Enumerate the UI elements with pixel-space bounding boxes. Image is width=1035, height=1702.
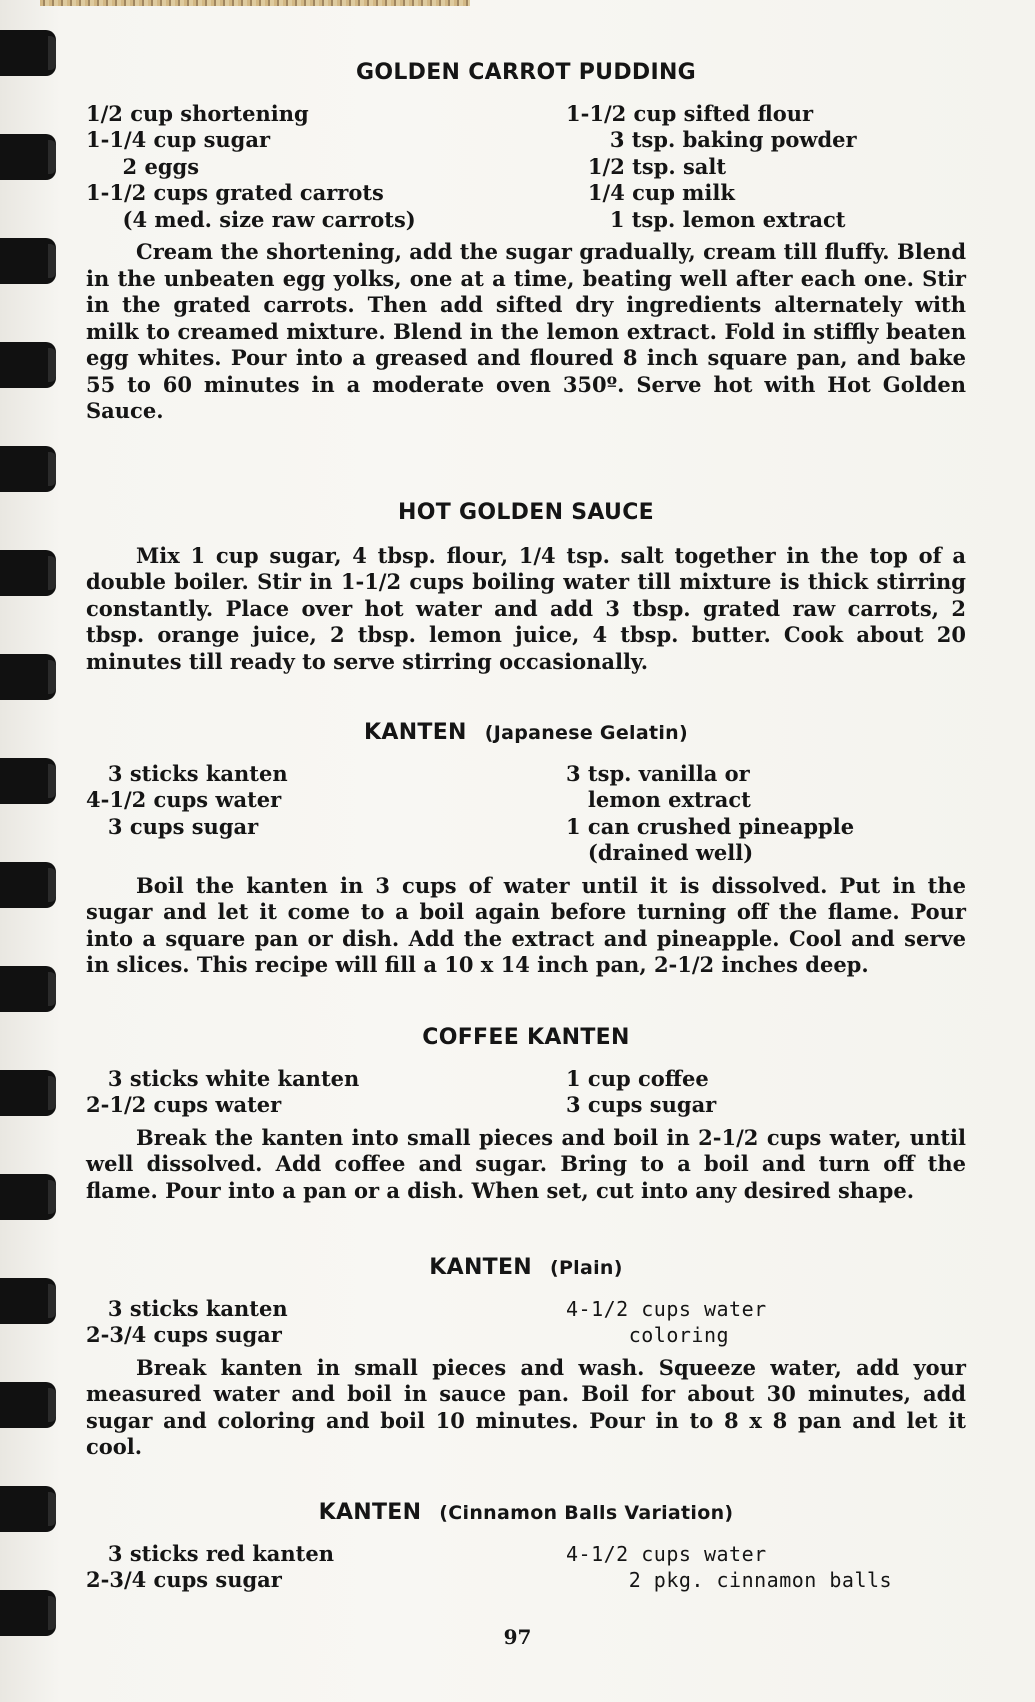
ingredients-left (86, 1541, 526, 1594)
binding-ring (0, 966, 56, 1012)
ingredients-right (566, 1296, 966, 1349)
binding-ring (0, 30, 56, 76)
ingredient: 1-1/2 cups grated carrots (86, 180, 384, 205)
ingredient: 1-1/4 cup sugar (86, 127, 271, 152)
ingredients-right (566, 761, 966, 867)
binding-ring (0, 1174, 56, 1220)
recipe-golden-carrot-pudding (86, 60, 966, 425)
recipe-instructions: Break kanten in small pieces and wash. Squeeze water, add your measured water and boil in sauce pan. Boil for about 30 minutes, add sugar and coloring and boil 10 minutes. Pour in to 8 x 8 pan and let it cool. (86, 1354, 966, 1459)
ingredients-left (86, 101, 526, 234)
ingredients-left (86, 1066, 526, 1119)
recipe-title (86, 1025, 966, 1052)
ingredient: 3 sticks white kanten (86, 1065, 360, 1091)
ingredient: 2 pkg. cinnamon balls (566, 1568, 893, 1592)
recipe-instructions: Cream the shortening, add the sugar gradually, cream till fluffy. Blend in the unbeaten egg yolks, one at a time, beating well after each one. Stir in the grated carrots. Then add sifted dry ingredients alternately with milk to creamed mixture. Blend in the lemon extract. Fold in stiffly beaten egg whites. Pour into a greased and floured 8 inch square pan, and bake 55 to 60 minutes in a moderate oven 350º. Serve hot with Hot Golden Sauce. (86, 239, 966, 423)
binding-ring (0, 1486, 56, 1532)
ingredients (86, 1066, 966, 1119)
ingredient: 2-1/2 cups water (86, 1092, 282, 1117)
binding-ring (0, 1278, 56, 1324)
spiral-binding (0, 0, 62, 1702)
recipe-title (86, 1500, 966, 1527)
recipe-instructions: Mix 1 cup sugar, 4 tbsp. flour, 1/4 tsp. salt together in the top of a double boiler. Stir in 1-1/2 cups boiling water till mixture is thick stirring constantly. Place over hot water and add 3 tbsp. grated raw carrots, 2 tbsp. orange juice, 2 tbsp. lemon juice, 4 tbsp. butter. Cook about 20 minutes till ready to serve stirring occasionally. (86, 542, 966, 674)
ingredient: 1-1/2 cup sifted flour (566, 100, 814, 126)
ingredient: 3 cups sugar (566, 1092, 717, 1117)
recipe-title-text: KANTEN (429, 1255, 532, 1280)
ingredients-left (86, 1296, 526, 1349)
recipe-kanten-japanese-gelatin (86, 720, 966, 979)
ingredients-left (86, 761, 526, 867)
recipe-instructions: Boil the kanten in 3 cups of water until it is dissolved. Put in the sugar and let it come to a boil again before turning off the flame. Pour into a square pan or dish. Add the extract and pineapple. Cool and serve in slices. This recipe will fill a 10 x 14 inch pan, 2-1/2 inches deep. (86, 872, 966, 977)
ingredients (86, 1296, 966, 1349)
ingredient: 1 tsp. lemon extract (566, 206, 846, 232)
recipe-subtitle: (Japanese Gelatin) (484, 722, 688, 744)
ingredients-right (566, 1541, 966, 1594)
page-number: 97 (503, 1625, 532, 1649)
ingredient: 1 cup coffee (566, 1065, 709, 1091)
recipe-title-text: GOLDEN CARROT PUDDING (355, 60, 697, 85)
recipe-title-text: KANTEN (318, 1500, 422, 1525)
binding-ring (0, 654, 56, 700)
ingredient: 3 sticks red kanten (86, 1540, 335, 1566)
recipe-instructions: Break the kanten into small pieces and boil in 2-1/2 cups water, until well dissolved. Add coffee and sugar. Bring to a boil and turn off the flame. Pour into a pan or a dish. When set, cut into any desired shape. (86, 1124, 966, 1203)
recipe-title (86, 60, 966, 87)
binding-ring (0, 342, 56, 388)
binding-ring (0, 238, 56, 284)
recipe-hot-golden-sauce (86, 500, 966, 675)
ingredient: 3 sticks kanten (86, 1295, 288, 1321)
recipe-kanten-plain (86, 1255, 966, 1461)
binding-ring (0, 862, 56, 908)
ingredient: 1 can crushed pineapple (566, 813, 855, 839)
ingredient: 2-3/4 cups sugar (86, 1567, 282, 1592)
ingredient: coloring (566, 1323, 730, 1347)
recipe-title-text: KANTEN (364, 720, 467, 745)
recipe-title-text: HOT GOLDEN SAUCE (398, 500, 654, 525)
binding-ring (0, 446, 56, 492)
page-edge-strip (40, 0, 470, 6)
ingredient: 1/2 cup shortening (86, 100, 309, 126)
recipe-subtitle: (Cinnamon Balls Variation) (439, 1502, 734, 1524)
ingredients (86, 761, 966, 867)
ingredient: 4-1/2 cups water (566, 1541, 767, 1566)
ingredient: 3 sticks kanten (86, 760, 288, 786)
ingredient: 3 cups sugar (86, 813, 259, 839)
recipe-coffee-kanten (86, 1025, 966, 1204)
ingredients-right (566, 1066, 966, 1119)
ingredient: 1/4 cup milk (566, 180, 735, 205)
recipe-title-text: COFFEE KANTEN (422, 1025, 630, 1050)
binding-ring (0, 1070, 56, 1116)
ingredient: (drained well) (566, 840, 754, 865)
binding-ring (0, 550, 56, 596)
binding-ring (0, 134, 56, 180)
ingredients (86, 1541, 966, 1594)
binding-ring (0, 758, 56, 804)
recipe-kanten-cinnamon-balls (86, 1500, 966, 1594)
ingredient: 2-3/4 cups sugar (86, 1322, 282, 1347)
ingredient: 3 tsp. baking powder (566, 127, 857, 152)
ingredient: lemon extract (566, 787, 751, 812)
recipe-title (86, 500, 966, 527)
ingredients-right (566, 101, 966, 234)
recipe-subtitle: (Plain) (549, 1257, 623, 1279)
ingredient: (4 med. size raw carrots) (86, 206, 416, 232)
binding-ring (0, 1382, 56, 1428)
recipe-title (86, 1255, 966, 1282)
ingredient: 2 eggs (86, 153, 200, 179)
ingredients (86, 101, 966, 234)
ingredient: 4-1/2 cups water (566, 1296, 767, 1321)
recipe-title (86, 720, 966, 747)
ingredient: 1/2 tsp. salt (566, 153, 727, 179)
ingredient: 4-1/2 cups water (86, 787, 282, 812)
ingredient: 3 tsp. vanilla or (566, 760, 750, 786)
